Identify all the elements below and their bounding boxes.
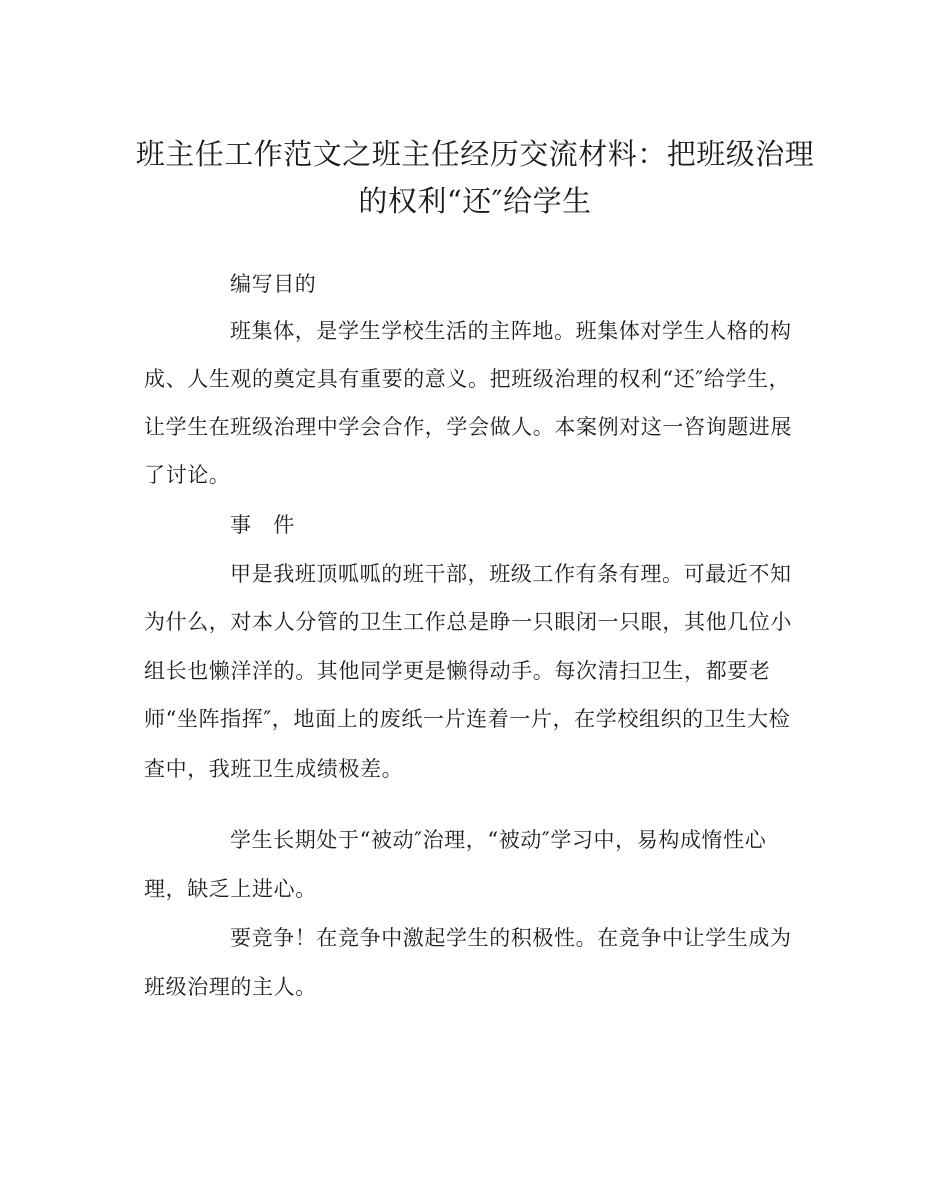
paragraph-line: 师“坐阵指挥″，地面上的废纸一片连着一片，在学校组织的卫生大检 <box>144 707 791 731</box>
paragraph-line: 班级治理的主人。 <box>144 975 317 999</box>
paragraph-line: 为什么，对本人分管的卫生工作总是睁一只眼闭一只眼，其他几位小 <box>144 610 792 634</box>
paragraph-line: 成、人生观的奠定具有重要的意义。把班级治理的权利“还″给学生， <box>144 367 791 391</box>
paragraph-line: 让学生在班级治理中学会合作，学会做人。本案例对这一咨询题进展 <box>144 415 792 439</box>
paragraph-line: 理，缺乏上进心。 <box>144 877 317 901</box>
section-heading-event: 事 件 <box>230 513 295 537</box>
paragraph-line: 组长也懒洋洋的。其他同学更是懒得动手。每次清扫卫生，都要老 <box>144 659 771 683</box>
paragraph-line: 班集体，是学生学校生活的主阵地。班集体对学生人格的构 <box>230 319 792 343</box>
paragraph-line: 学生长期处于“被动″治理，“被动″学习中，易构成惰性心 <box>230 828 767 852</box>
paragraph-line: 查中，我班卫生成绩极差。 <box>144 757 404 781</box>
document-title-line-1: 班主任工作范文之班主任经历交流材料：把班级治理 <box>135 137 815 171</box>
paragraph-line: 要竞争！在竞争中激起学生的积极性。在竞争中让学生成为 <box>230 926 792 950</box>
paragraph-line: 了讨论。 <box>144 463 231 487</box>
section-heading-purpose: 编写目的 <box>230 272 317 296</box>
paragraph-line: 甲是我班顶呱呱的班干部，班级工作有条有理。可最近不知 <box>230 562 792 586</box>
document-title-line-2: 的权利“还″给学生 <box>358 184 592 218</box>
